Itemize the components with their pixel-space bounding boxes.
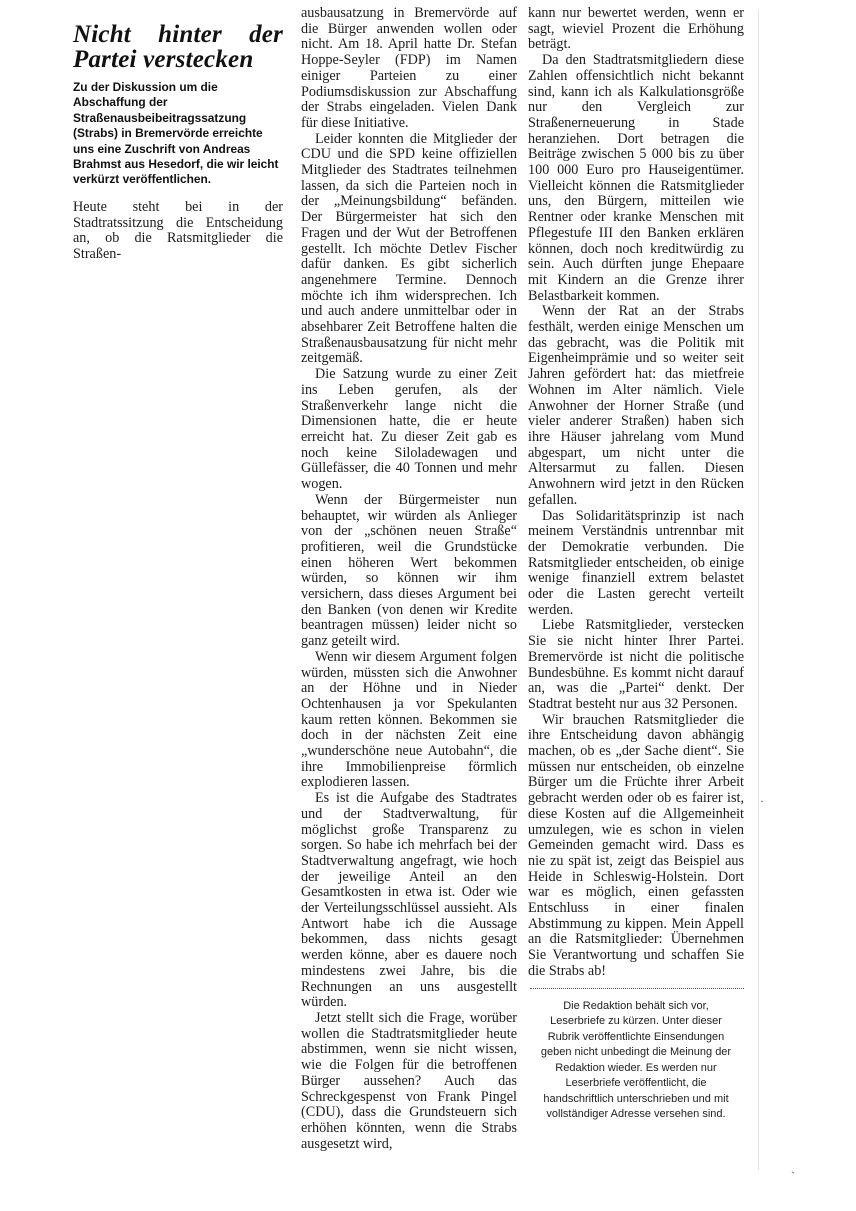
scan-edge-line [758, 10, 759, 1170]
body-paragraph: kann nur bewertet werden, wenn er sagt, wieviel Prozent die Erhöhung beträgt. [528, 5, 744, 53]
article-deck: Zu der Diskussion um die Abschaffung der Straßenausbeibeitragssatzung (Strabs) in Bremervörde erreichte uns eine Zuschrift von Andreas Brahmst aus Hesedorf, die wir leicht verkürzt veröffentlichen. [73, 80, 279, 187]
editorial-note: Die Redaktion behält sich vor, Leserbriefe zu kürzen. Unter dieser Rubrik veröffentlichte Einsendungen geben nicht unbedingt die Meinung der Redaktion wieder. Es werden nur Leserbriefe veröffentlicht, die handschriftlich unterschrieben und mit vollständiger Adresse versehen sind. [540, 999, 732, 1121]
column-1 [73, 10, 283, 263]
column-2 [301, 6, 517, 1152]
dotted-divider [530, 988, 744, 989]
body-paragraph: Leider konnten die Mitglieder der CDU und die SPD keine offiziellen Mitglieder des Stadtrates teilnehmen lassen, da sich die Parteien noch in der „Meinungsbildung“ befänden. Der Bürgermeister hat sich den Fragen und der Wut der Betroffenen gestellt. Ich möchte Detlev Fischer dafür danken. Es gibt sicherlich angenehmere Termine. Dennoch möchte ich ihm widersprechen. Ich und auch andere unmittelbar oder in absehbarer Zeit Betroffene halten die Straßenausbausatzung für nicht mehr zeitgemäß. [301, 130, 517, 367]
body-paragraph: Wenn der Bürgermeister nun behauptet, wir würden als Anlieger von der „schönen neuen Straße“ profitieren, weil die Grundstücke einen höheren Wert bekommen würden, so können wir ihm versichern, dass dieses Argument bei den Banken (von denen wir Kredite beantragen müssen) leider nicht so ganz geteilt wird. [301, 491, 517, 650]
body-paragraph: Die Satzung wurde zu einer Zeit ins Leben gerufen, als der Straßenverkehr lange nicht die Dimensionen hatte, die er heute erreicht hat. Zu dieser Zeit gab es noch keine Siloladewagen und Güllefässer, die 40 Tonnen und mehr wogen. [301, 366, 517, 493]
scan-speck-icon: ˏ [791, 1160, 795, 1174]
body-paragraph: Da den Stadtratsmitgliedern diese Zahlen offensichtlich nicht bekannt sind, kann ich als Kalkulationsgröße nur den Vergleich zur Straßenerneuerung in Stade heranziehen. Dort betragen die Beiträge zwischen 5 000 bis zu über 100 000 Euro pro Hauseigentümer. Vielleicht können die Ratsmitglieder uns, den Bürgern, mitteilen wie Rentner oder kranke Menschen mit Pflegestufe III den Banken erklären können, doch noch kreditwürdig zu sein. Auch dürften junge Ehepaare mit Kindern an die Grenze ihrer Belastbarkeit kommen. [528, 52, 744, 304]
body-paragraph: Es ist die Aufgabe des Stadtrates und der Stadtverwaltung, für möglichst große Transparenz zu sorgen. So habe ich mehrfach bei der Stadtverwaltung angefragt, wie hoch der jeweilige Anteil an den Gesamtkosten in etwa ist. Oder wie der Verteilungsschlüssel aussieht. Als Antwort habe ich die Aussage bekommen, dass nichts gesagt werden könne, aber es dauere noch mindestens zwei Jahre, bis die Rechnungen an uns ausgestellt würden. [301, 790, 517, 1011]
scan-speck-icon: · [760, 794, 764, 808]
article-headline: Nicht hinter der Partei verstecken [73, 21, 283, 73]
body-paragraph: ausbausatzung in Bremervörde auf die Bürger anwenden wollen oder nicht. Am 18. April hatte Dr. Stefan Hoppe-Seyler (FDP) im Namen einiger Parteien zu einer Podiumsdiskussion zur Abschaffung der Strabs eingeladen. Vielen Dank für diese Initiative. [301, 5, 517, 131]
body-paragraph: Das Solidaritätsprinzip ist nach meinem Verständnis untrennbar mit der Demokratie verbunden. Die Ratsmitglieder entscheiden, ob einige wenige finanziell extrem belastet oder die Lasten gerecht verteilt werden. [528, 507, 744, 618]
body-paragraph: Wir brauchen Ratsmitglieder die ihre Entscheidung davon abhängig machen, ob es „der Sache dient“. Sie müssen nur entscheiden, ob einzelne Bürger um die Früchte ihrer Arbeit gebracht werden oder ob es fairer ist, diese Kosten auf die Allgemeinheit umzulegen, wie es schon in vielen Gemeinden gemacht wird. Dass es nie zu spät ist, zeigt das Beispiel aus Heide in Schleswig-Holstein. Dort war es möglich, einen gefassten Entschluss in einer finalen Abstimmung zu kippen. Mein Appell an die Ratsmitglieder: Übernehmen Sie Verantwortung und schaffen Sie die Strabs ab! [528, 711, 744, 979]
body-paragraph: Heute steht bei in der Stadtratssitzung die Entscheidung an, ob die Ratsmitglieder die Straßen- [73, 198, 283, 262]
column-3 [528, 6, 744, 1123]
body-paragraph: Liebe Ratsmitglieder, verstecken Sie sie nicht hinter Ihrer Partei. Bremervörde ist nicht die politische Bundesbühne. Es kommt nicht darauf an, was die „Partei“ denkt. Der Stadtrat besteht nur aus 32 Personen. [528, 617, 744, 712]
body-paragraph: Jetzt stellt sich die Frage, worüber wollen die Stadtratsmitglieder heute abstimmen, wenn sie nicht wissen, wie die Folgen für die betroffenen Bürger aussehen? Auch das Schreckgespenst von Frank Pingel (CDU), dass die Grundsteuern sich erhöhen könnten, wenn die Strabs ausgesetzt wird, [301, 1010, 517, 1152]
body-paragraph: Wenn wir diesem Argument folgen würden, müssten sich die Anwohner an der Höhne und in Nieder Ochtenhausen ja vor Spekulanten kaum retten können. Bekommen sie doch in der nächsten Zeit eine „wunderschöne neue Autobahn“, die ihre Immobilienpreise förmlich explodieren lassen. [301, 648, 517, 791]
body-paragraph: Wenn der Rat an der Strabs festhält, werden einige Menschen um das gebracht, was die Politik mit Eigenheimprämie und so weiter seit Jahren gefördert hat: das mietfreie Wohnen im Alter nämlich. Viele Anwohner der Horner Straße (und vieler anderer Straßen) haben sich ihre Häuser jahrelang vom Mund abgespart, um nicht unter die Altersarmut zu fallen. Diesen Anwohnern wird jetzt in den Rücken gefallen. [528, 303, 744, 508]
